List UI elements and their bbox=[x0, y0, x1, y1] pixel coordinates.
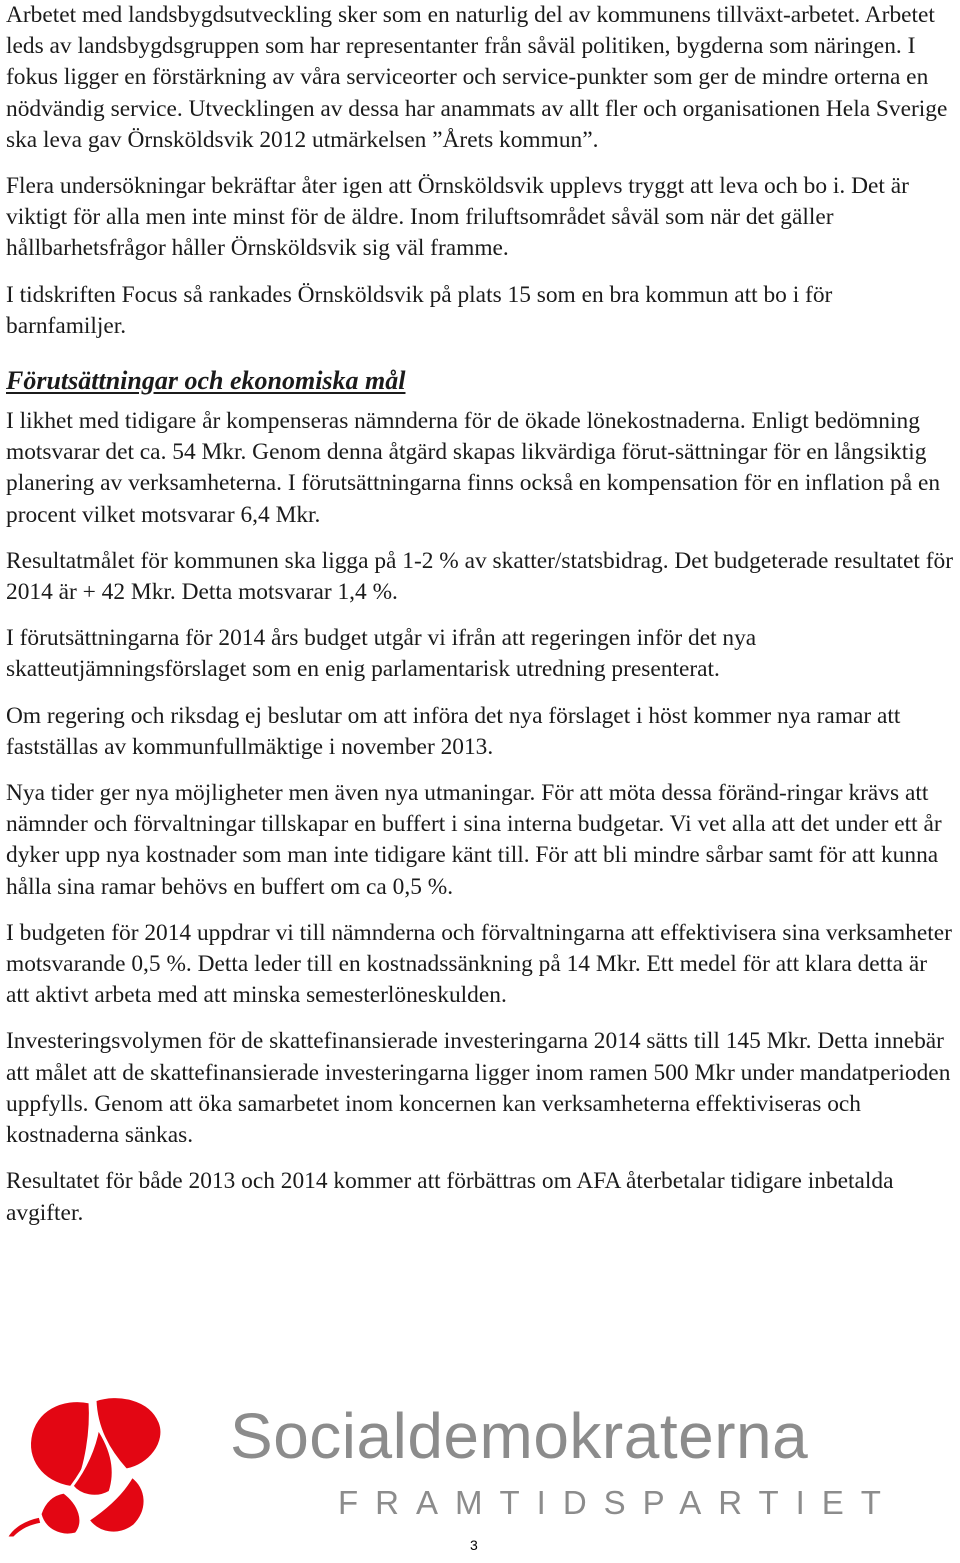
paragraph-afa: Resultatet för både 2013 och 2014 kommer att förbättras om AFA återbetalar tidigare inbetalda avgifter. bbox=[6, 1168, 894, 1226]
paragraph-nya-ramar: Om regering och riksdag ej beslutar om att införa det nya förslaget i höst kommer nya ramar att fastställas av kommunfullmäktige i november 2013. bbox=[6, 702, 901, 760]
paragraph-focus-ranking: I tidskriften Focus så rankades Örnsköldsvik på plats 15 som en bra kommun att bo i för barnfamiljer. bbox=[6, 281, 833, 339]
paragraph-kompensation: I likhet med tidigare år kompenseras nämnderna för de ökade lönekostnaderna. Enligt bedömning motsvarar det ca. 54 Mkr. Genom denna åtgärd skapas likvärdiga förut-sättningar för en långsiktig planering av verksamheterna. I förutsättningarna finns också en kompensation för en inflation på en procent vilket motsvarar 6,4 Mkr. bbox=[6, 408, 941, 528]
rose-icon bbox=[6, 1397, 162, 1538]
paragraph-skatteutjamning: I förutsättningarna för 2014 års budget utgår vi ifrån att regeringen inför det nya skatteutjämningsförslaget som en enig parlamentarisk utredning presenterat. bbox=[6, 625, 757, 683]
paragraph-resultatmal: Resultatmålet för kommunen ska ligga på 1-2 % av skatter/statsbidrag. Det budgeterade resultatet för 2014 är + 42 Mkr. Detta motsvarar 1,4 %. bbox=[6, 547, 954, 606]
paragraph-buffert: Nya tider ger nya möjligheter men även nya utmaningar. För att möta dessa föränd-ringar krävs att nämnder och förvaltningar tillskapar en buffert i sina interna budgetar. Vi vet alla att det under ett år dyker upp nya kostnader som man inte tidigare känt till. För att bli mindre sårbar samt för att kunna hålla sina ramar behövs en buffert om ca 0,5 %. bbox=[6, 780, 942, 900]
logo-name-text: Socialdemokraterna bbox=[230, 1400, 809, 1472]
section-heading: Förutsättningar och ekonomiska mål bbox=[6, 366, 406, 396]
logo-tagline-text: FRAMTIDSPARTIET bbox=[338, 1484, 898, 1521]
paragraph-effektivisering: I budgeten för 2014 uppdrar vi till nämnderna och förvaltningarna att effektivisera sina verksamheter motsvarande 0,5 %. Detta leder till en kostnadssänkning på 14 Mkr. Ett medel för att klara detta är att aktivt arbeta med att minska semesterlöneskulden. bbox=[6, 919, 952, 1009]
paragraph-landsbygd: Arbetet med landsbygdsutveckling sker som en naturlig del av kommunens tillväxt-arbetet. Arbetet leds av landsbygdsgruppen som har representanter från såväl politiken, bygderna som näringen. I fokus ligger en förstärkning av våra serviceorter och service-punkter som ger de mindre orterna en nödvändig service. Utvecklingen av dessa har anammats av allt fler och organisationen Hela Sverige ska leva gav Örnsköldsvik 2012 utmärkelsen ”Årets kommun”. bbox=[6, 2, 948, 153]
paragraph-trygghet: Flera undersökningar bekräftar åter igen att Örnsköldsvik upplevs tryggt att leva och bo i. Det är viktigt för alla men inte minst för de äldre. Inom friluftsområdet såväl som när det gäller hållbarhetsfrågor håller Örnsköldsvik sig väl framme. bbox=[6, 173, 909, 262]
page-number: 3 bbox=[470, 1537, 478, 1553]
paragraph-investeringar: Investeringsvolymen för de skattefinansierade investeringarna 2014 sätts till 145 Mkr. Detta innebär att målet att de skattefinansierade investeringarna ligger inom ramen 500 Mkr under mandatperioden uppfylls. Genom att öka samarbetet inom koncernen kan verksamheterna effektiviseras och kostnaderna sänkas. bbox=[6, 1028, 951, 1149]
document-body bbox=[6, 0, 956, 1229]
